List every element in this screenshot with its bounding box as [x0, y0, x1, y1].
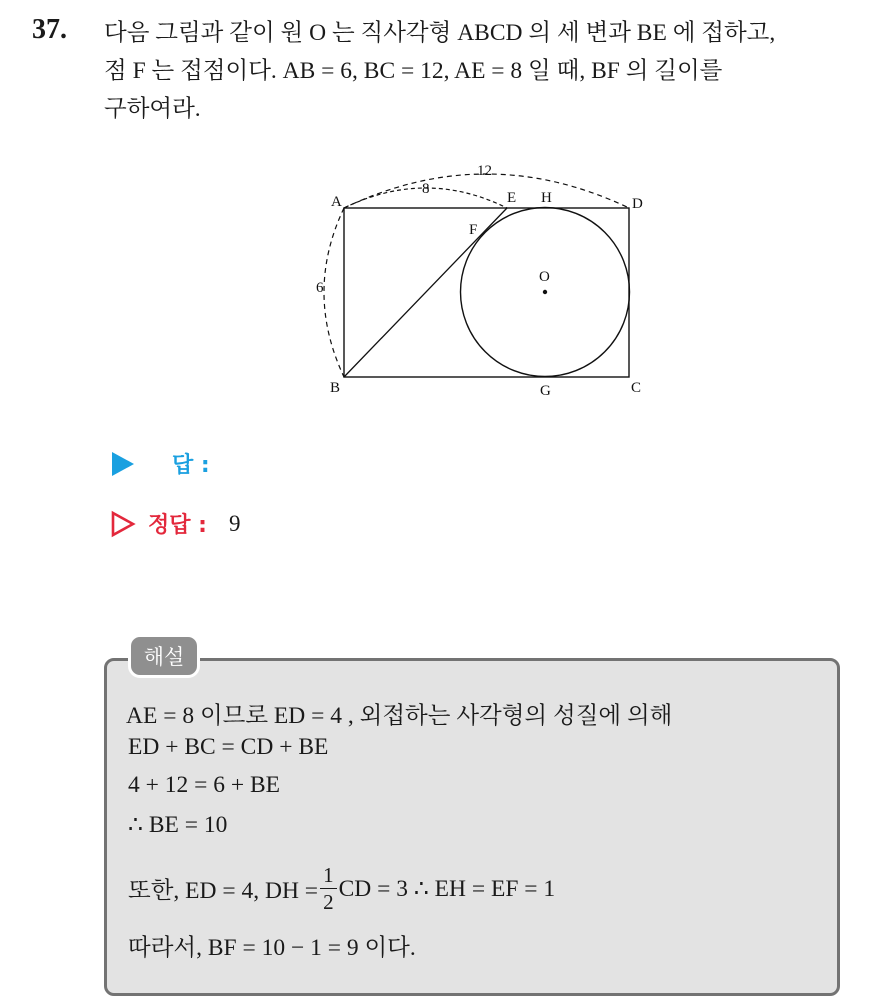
answer-row: [110, 448, 210, 479]
label-h: H: [541, 190, 552, 206]
solution-line-5-post: CD = 3 ∴ EH = EF = 1: [338, 875, 556, 902]
fraction-one-half: [320, 862, 337, 915]
dim-label-12: 12: [477, 163, 492, 179]
solution-tab: 해설: [128, 634, 200, 678]
correct-answer-label: 정답 :: [148, 513, 207, 538]
label-f: F: [469, 222, 478, 238]
dim-label-8: 8: [422, 181, 430, 197]
solution-line-6: 따라서, BF = 10 − 1 = 9 이다.: [128, 935, 416, 961]
arc-ab-6: [324, 208, 344, 377]
geometry-figure: [300, 150, 670, 410]
arc-ad-12: [344, 174, 629, 208]
solution-line-4: ∴ BE = 10: [128, 812, 228, 838]
question-text: [104, 14, 874, 128]
label-e: E: [507, 190, 517, 206]
play-outline-icon: [110, 510, 136, 538]
question-number: 37.: [32, 14, 67, 45]
label-g: G: [540, 383, 551, 399]
fraction-denominator: 2: [323, 889, 334, 914]
segment-be: [344, 208, 507, 377]
question-line-1: 다음 그림과 같이 원 O 는 직사각형 ABCD 의 세 변과 BE 에 접하고,: [104, 20, 776, 46]
label-d: D: [632, 196, 643, 212]
correct-answer-value: 9: [228, 510, 241, 536]
fraction-numerator: 1: [320, 862, 337, 889]
label-a: A: [331, 194, 342, 210]
label-c: C: [631, 380, 642, 396]
answer-label: 답 :: [172, 453, 210, 478]
center-o-point: [543, 290, 547, 294]
question-line-3: 구하여라.: [104, 96, 201, 122]
solution-line-5-pre: 또한, ED = 4, DH =: [128, 878, 319, 904]
label-b: B: [330, 380, 341, 396]
correct-answer-row: [110, 508, 240, 539]
solution-line-1: AE = 8 이므로 ED = 4 , 외접하는 사각형의 성질에 의해: [126, 703, 673, 729]
question-line-2: 점 F 는 접점이다. AB = 6, BC = 12, AE = 8 일 때, BF 의 길이를: [104, 58, 723, 84]
solution-line-3: 4 + 12 = 6 + BE: [128, 772, 281, 798]
solution-line-2: ED + BC = CD + BE: [128, 734, 329, 760]
rectangle-abcd: [344, 208, 629, 377]
label-o: O: [539, 269, 550, 285]
dim-label-6: 6: [316, 280, 324, 296]
solution-line-5: [128, 856, 555, 920]
play-icon: [110, 450, 136, 478]
